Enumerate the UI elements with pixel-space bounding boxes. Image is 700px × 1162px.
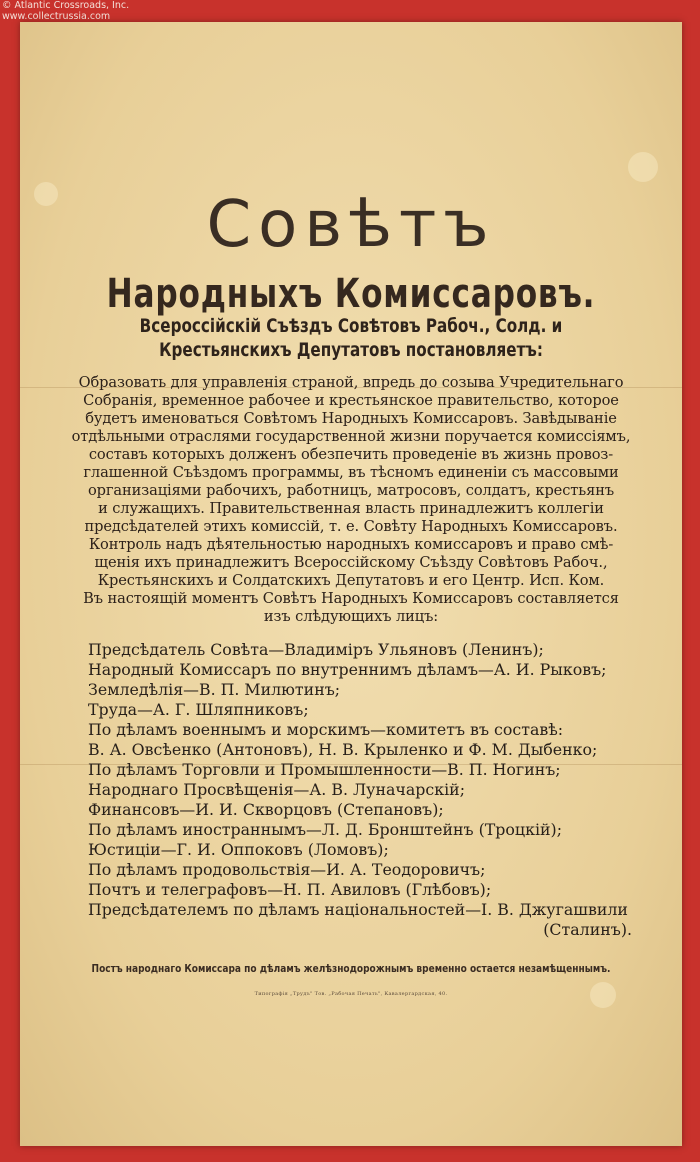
subtitle-line2: Крестьянскихъ Депутатовъ постановляетъ: xyxy=(159,339,543,361)
body-line: щенія ихъ принадлежитъ Всероссійскому Съѣзду Совѣтовъ Рабоч., xyxy=(94,554,608,571)
member-line: Предсѣдателемъ по дѣламъ національностей—І. В. Джугашвили xyxy=(88,900,628,919)
body-line: изъ слѣдующихъ лицъ: xyxy=(263,608,439,625)
body-line: отдѣльными отраслями государственной жизни поручается комиссіямъ, xyxy=(71,428,631,445)
member-line: (Сталинъ). xyxy=(543,920,632,939)
member-line: Финансовъ—И. И. Скворцовъ (Степановъ); xyxy=(88,800,444,819)
body-line: будетъ именоваться Совѣтомъ Народныхъ Комиссаровъ. Завѣдываніе xyxy=(85,410,617,427)
member-line: В. А. Овсѣенко (Антоновъ), Н. В. Крыленко и Ф. М. Дыбенко; xyxy=(88,740,598,759)
member-line: Земледѣлія—В. П. Милютинъ; xyxy=(88,680,341,699)
poster-sheet xyxy=(20,22,682,1146)
poster-title-line2: Народныхъ Комиссаровъ. xyxy=(106,271,596,317)
body-line: Собранія, временное рабочее и крестьянское правительство, которое xyxy=(83,392,619,409)
member-line: По дѣламъ Торговли и Промышленности—В. П. Ногинъ; xyxy=(88,760,561,779)
body-line: и служащихъ. Правительственная власть принадлежитъ коллегіи xyxy=(98,500,604,517)
body-line: организаціями рабочихъ, работницъ, матросовъ, солдатъ, крестьянъ xyxy=(87,482,615,499)
watermark xyxy=(2,0,129,22)
member-line: По дѣламъ иностраннымъ—Л. Д. Бронштейнъ (Троцкій); xyxy=(88,820,563,839)
body-line: глашенной Съѣздомъ программы, въ тѣсномъ единеніи съ массовыми xyxy=(83,464,619,481)
body-line: составъ которыхъ долженъ обезпечить проведеніе въ жизнь провоз- xyxy=(88,446,614,463)
watermark-copyright: © Atlantic Crossroads, Inc. xyxy=(2,0,130,11)
body-line: Образовать для управленія страной, впредь до созыва Учредительнаго xyxy=(78,374,624,391)
subtitle-line1: Всероссійскій Съѣздъ Совѣтовъ Рабоч., Солд. и xyxy=(139,315,563,337)
printer-imprint: Типографія „Трудъ" Тов. „Рабочая Печать", Кавалергардская, 40. xyxy=(254,991,448,997)
watermark-url: www.collectrussia.com xyxy=(2,11,111,22)
member-line: Народный Комиссаръ по внутреннимъ дѣламъ—А. И. Рыковъ; xyxy=(88,660,607,679)
member-line: Юстиціи—Г. И. Оппоковъ (Ломовъ); xyxy=(88,840,389,859)
member-line: Почтъ и телеграфовъ—Н. П. Авиловъ (Глѣбовъ); xyxy=(88,880,492,899)
member-line: Труда—А. Г. Шляпниковъ; xyxy=(88,700,309,719)
body-line: предсѣдателей этихъ комиссій, т. е. Совѣту Народныхъ Комиссаровъ. xyxy=(84,518,618,535)
member-line: Предсѣдатель Совѣта—Владиміръ Ульяновъ (Ленинъ); xyxy=(88,640,544,659)
paper-stain xyxy=(628,152,658,182)
body-line: Крестьянскихъ и Солдатскихъ Депутатовъ и его Центр. Исп. Ком. xyxy=(97,572,605,589)
body-line: Контроль надъ дѣятельностью народныхъ комиссаровъ и право смѣ- xyxy=(88,536,614,553)
member-line: По дѣламъ продовольствія—И. А. Теодоровичъ; xyxy=(88,860,486,879)
member-line: Народнаго Просвѣщенія—А. В. Луначарскій; xyxy=(88,780,466,799)
member-line: По дѣламъ военнымъ и морскимъ—комитетъ въ составѣ: xyxy=(88,720,564,739)
poster-title: Совѣтъ xyxy=(206,188,496,262)
body-line: Въ настоящій моментъ Совѣтъ Народныхъ Комиссаровъ составляется xyxy=(83,590,619,607)
footnote: Постъ народнаго Комиссара по дѣламъ желѣзнодорожнымъ временно остается незамѣщеннымъ. xyxy=(91,962,611,975)
